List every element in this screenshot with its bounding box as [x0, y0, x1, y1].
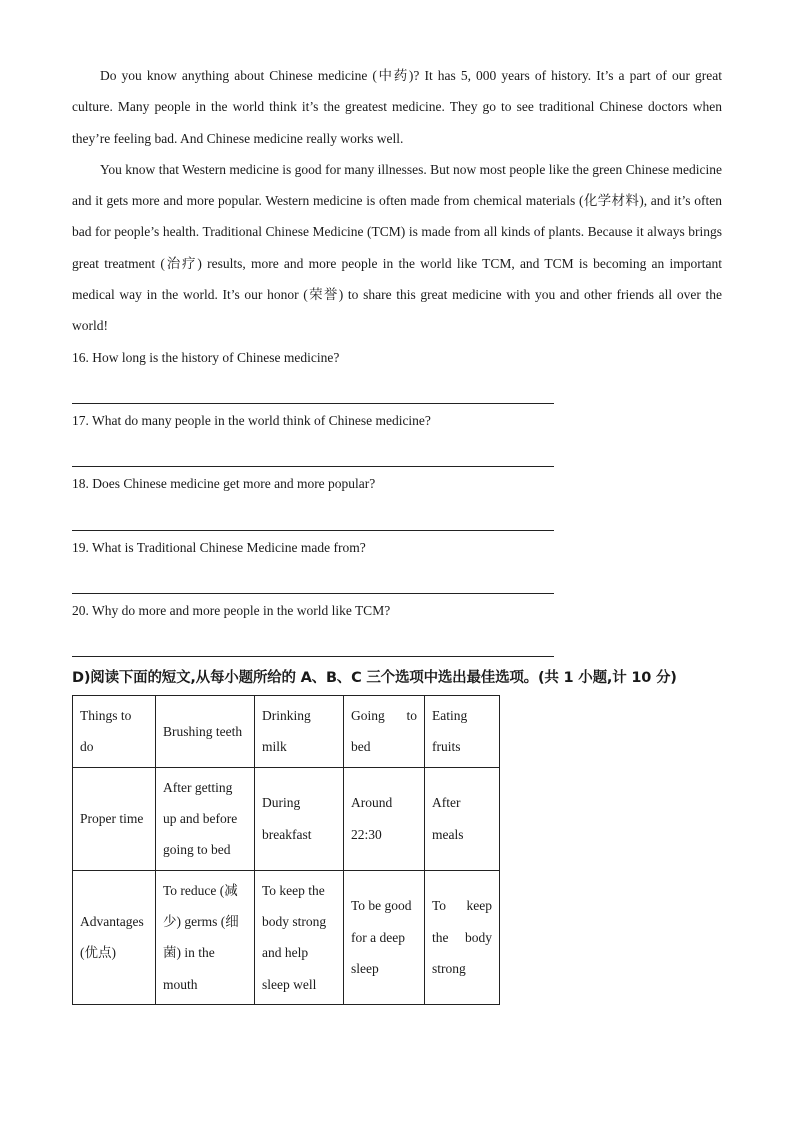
answer-line-20[interactable] — [72, 626, 554, 657]
table-row-things-to-do — [73, 696, 500, 768]
table-cell: Proper time — [73, 767, 156, 870]
health-habits-table — [72, 695, 500, 1005]
question-block-18 — [72, 468, 722, 530]
question-16: 16. How long is the history of Chinese medicine? — [72, 349, 340, 365]
question-19: 19. What is Traditional Chinese Medicine made from? — [72, 539, 366, 555]
document-page — [72, 60, 722, 1005]
table-cell: After meals — [425, 767, 500, 870]
passage-paragraph-2: You know that Western medicine is good for many illnesses. But now most people like the green Chinese medicine and it gets more and more popular. Western medicine is often made from chemical materials (化学材料), and it’s often bad for people’s health. Traditional Chinese Medicine (TCM) is made from all kinds of plants. Because it always brings great treatment (治疗) results, more and more people in the world like TCM, and TCM is becoming an important medical way in the world. It’s our honor (荣誉) to share this great medicine with you and other friends all over the world! — [72, 161, 722, 334]
table-cell: During breakfast — [255, 767, 344, 870]
passage-paragraph-1: Do you know anything about Chinese medicine (中药)? It has 5, 000 years of history. It’s a part of our great culture. Many people in the world think it’s the greatest medicine. They go to see traditional Chinese doctors when they’re feeling bad. And Chinese medicine really works well. — [72, 68, 722, 146]
answer-line-16[interactable] — [72, 373, 554, 404]
table-cell: To reduce (减少) germs (细菌) in the mouth — [156, 870, 255, 1004]
question-20: 20. Why do more and more people in the world like TCM? — [72, 602, 391, 618]
answer-line-18[interactable] — [72, 500, 554, 531]
table-cell: Drinking milk — [255, 696, 344, 768]
question-block-17 — [72, 405, 722, 467]
table-cell: To keep the body strong — [425, 870, 500, 1004]
question-block-16 — [72, 342, 722, 404]
table-cell: To be good for a deep sleep — [344, 870, 425, 1004]
answer-line-17[interactable] — [72, 436, 554, 467]
table-cell: Around 22:30 — [344, 767, 425, 870]
section-d-heading: D)阅读下面的短文,从每小题所给的 A、B、C 三个选项中选出最佳选项。(共 1 小题,计 10 分) — [72, 670, 677, 687]
answer-line-19[interactable] — [72, 563, 554, 594]
table-cell: Brushing teeth — [156, 696, 255, 768]
table-cell: Things to do — [73, 696, 156, 768]
table-row-proper-time — [73, 767, 500, 870]
question-18: 18. Does Chinese medicine get more and more popular? — [72, 476, 376, 492]
table-row-advantages — [73, 870, 500, 1004]
question-17: 17. What do many people in the world think of Chinese medicine? — [72, 412, 431, 428]
question-block-19 — [72, 532, 722, 594]
question-block-20 — [72, 595, 722, 657]
table-cell: After getting up and before going to bed — [156, 767, 255, 870]
table-cell: Going to bed — [344, 696, 425, 768]
table-cell: Advantages (优点) — [73, 870, 156, 1004]
table-cell: Eating fruits — [425, 696, 500, 768]
table-cell: To keep the body strong and help sleep well — [255, 870, 344, 1004]
